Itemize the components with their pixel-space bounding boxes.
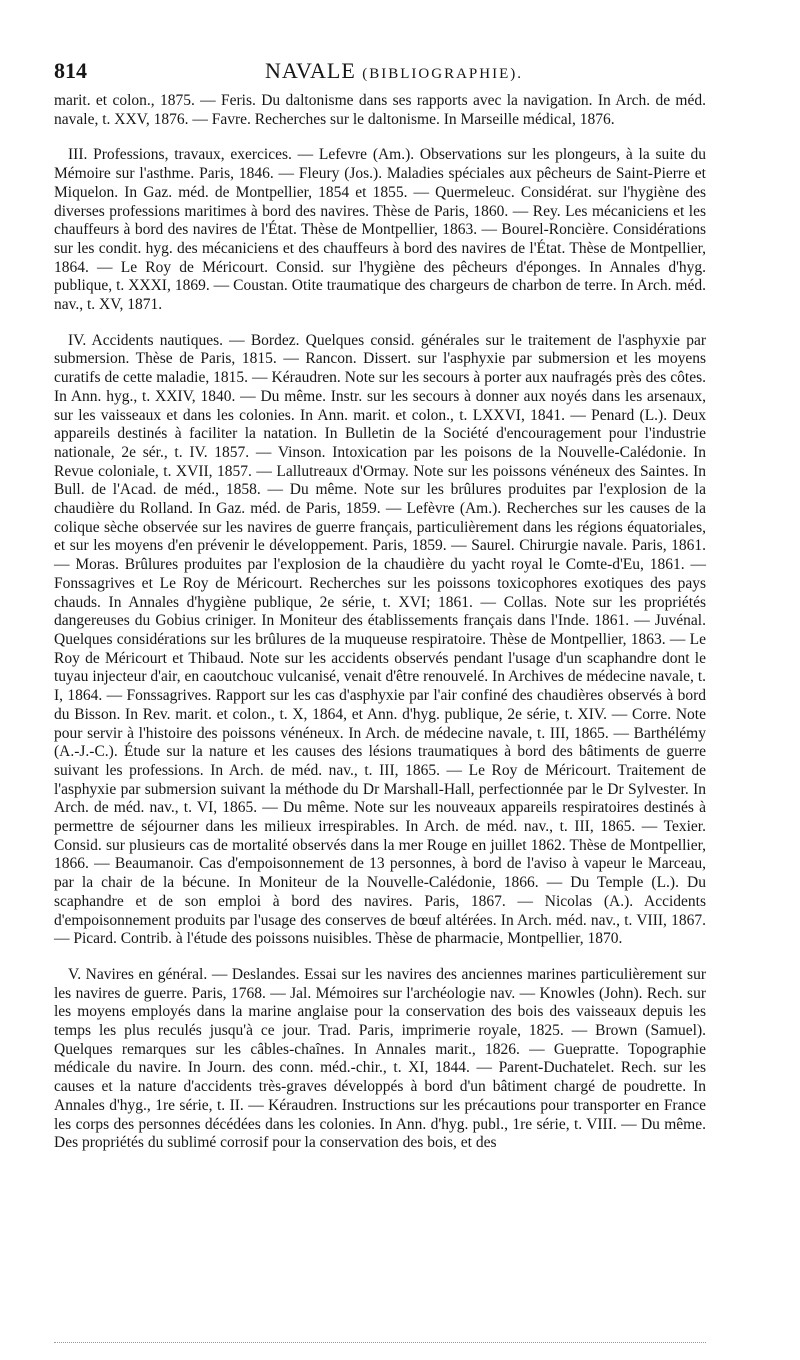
section-accidents-nautiques: IV. Accidents nautiques. — Bordez. Quelques consid. générales sur le traitement de l'asphyxie par submersion. Thèse de Paris, 1815. — Rancon. Dissert. sur l'asphyxie par submersion et les moyens curatifs de cette maladie, 1815. — Kéraudren. Note sur les secours à porter aux naufragés près des côtes. In Ann. hyg., t. XXIV, 1840. — Du même. Instr. sur les secours à donner aux noyés dans les arsenaux, sur les vaisseaux et dans les colonies. In Ann. marit. et colon., t. LXXVI, 1841. — Penard (L.). Deux appareils destinés à faciliter la natation. In Bulletin de la Société d'encouragement pour l'industrie nationale, 2e sér., t. IV. 1857. — Vinson. Intoxication par les poisons de la Nouvelle-Calédonie. In Revue coloniale, t. XVII, 1857. — Lallutreaux d'Ormay. Note sur les poissons vénéneux des Saintes. In Bull. de l'Acad. de méd., 1858. — Du même. Note sur les brûlures produites par l'explosion de la chaudière du Rolland. In Gaz. méd. de Paris, 1859. — Lefèvre (Am.). Recherches sur les causes de la colique sèche observée sur les navires de guerre français, particulièrement dans les régions équatoriales, et sur les moyens d'en prévenir le développement. Paris, 1859. — Saurel. Chirurgie navale. Paris, 1861. — Moras. Brûlures produites par l'explosion de la chaudière du yacht royal le Comte-d'Eu, 1861. — Fonssagrives et Le Roy de Méricourt. Recherches sur les poissons toxicophores exotiques des pays chauds. In Annales d'hygiène publique, 2e série, t. XVI; 1861. — Collas. Note sur les propriétés dangereuses du Gobius criniger. In Moniteur des établissements français dans l'Inde. 1861. — Juvénal. Quelques considérations sur les brûlures de la muqueuse respiratoire. Thèse de Montpellier, 1863. — Le Roy de Méricourt et Thibaud. Note sur les accidents observés pendant l'usage d'un scaphandre dont le tuyau injecteur d'air, en caoutchouc vulcanisé, venait d'être renouvelé. In Archives de médecine navale, t. I, 1864. — Fonssagrives. Rapport sur les cas d'asphyxie par l'air confiné des chaudières observés à bord du Bisson. In Rev. marit. et colon., t. X, 1864, et Ann. d'hyg. publique, 2e série, t. XIV. — Corre. Note pour servir à l'histoire des poissons vénéneux. In Arch. de médecine navale, t. III, 1865. — Barthélémy (A.-J.-C.). Étude sur la nature et les causes des lésions traumatiques à bord des bâtiments de guerre suivant les professions. In Arch. de méd. nav., t. III, 1865. — Le Roy de Méricourt. Traitement de l'asphyxie par submersion suivant la méthode du Dr Marshall-Hall, perfectionnée par le Dr Sylvester. In Arch. de méd. nav., t. VI, 1865. — Du même. Note sur les nouveaux appareils respiratoires destinés à permettre de séjourner dans les milieux irrespirables. In Arch. de méd. nav., t. III, 1865. — Texier. Consid. sur plusieurs cas de mortalité observés dans la mer Rouge en juillet 1862. Thèse de Montpellier, 1866. — Beaumanoir. Cas d'empoisonnement de 13 personnes, à bord de l'aviso à vapeur le Marceau, par la chair de la bécune. In Moniteur de la Nouvelle-Calédonie, 1866. — Du Temple (L.). Du scaphandre et de son emploi à bord des navires. Paris, 1867. — Nicolas (A.). Accidents d'empoisonnement produits par l'usage des conserves de bœuf altérées. In Arch. méd. nav., t. VIII, 1867. — Picard. Contrib. à l'étude des poissons nuisibles. Thèse de pharmacie, Montpellier, 1870. xyxy=(54,331,706,948)
paragraph-continuation: marit. et colon., 1875. — Feris. Du daltonisme dans ses rapports avec la navigation. In Arch. de méd. navale, t. XXV, 1876. — Favre. Recherches sur le daltonisme. In Marseille médical, 1876. xyxy=(54,92,706,128)
page-number: 814 xyxy=(54,58,87,83)
running-title-main: NAVALE xyxy=(265,58,356,83)
page-bottom-rule xyxy=(54,1342,706,1343)
running-title-sub: (BIBLIOGRAPHIE). xyxy=(362,66,524,82)
running-title xyxy=(265,58,523,84)
bibliography-body xyxy=(54,92,706,1153)
section-navires-en-general: V. Navires en général. — Deslandes. Essai sur les navires des anciennes marines particulièrement sur les navires de guerre. Paris, 1768. — Jal. Mémoires sur l'archéologie nav. — Knowles (John). Rech. sur les moyens employés dans la marine anglaise pour la conservation des bois des vaisseaux depuis les temps les plus reculés jusqu'à ce jour. Trad. Paris, imprimerie royale, 1825. — Brown (Samuel). Quelques remarques sur les câbles-chaînes. In Annales marit., 1826. — Guepratte. Topographie médicale du navire. In Journ. des conn. méd.-chir., t. XI, 1844. — Parent-Duchatelet. Rech. sur les causes et la nature d'accidents très-graves développés à bord d'un bâtiment chargé de poudrette. In Annales d'hyg., 1re série, t. II. — Kéraudren. Instructions sur les précautions pour transporter en France les corps des personnes décédées dans les colonies. In Ann. d'hyg. publ., 1re série, t. VIII. — Du même. Des propriétés du sublimé corrosif pour la conservation des bois, et des xyxy=(54,965,706,1152)
page-header xyxy=(54,58,704,88)
section-professions: III. Professions, travaux, exercices. — Lefevre (Am.). Observations sur les plongeurs, à la suite du Mémoire sur l'asthme. Paris, 1846. — Fleury (Jos.). Maladies spéciales aux pêcheurs de Saint-Pierre et Miquelon. In Gaz. méd. de Montpellier, 1854 et 1855. — Quermeleuc. Considérat. sur l'hygiène des diverses professions maritimes à bord des navires. Thèse de Paris, 1860. — Rey. Les mécaniciens et les chauffeurs à bord des navires de l'État. Thèse de Montpellier, 1863. — Bourel-Roncière. Considérations sur les condit. hyg. des mécaniciens et des chauffeurs à bord des navires de l'État. Thèse de Montpellier, 1864. — Le Roy de Méricourt. Consid. sur l'hygiène des pêcheurs d'éponges. In Annales d'hyg. publique, t. XXXI, 1869. — Coustan. Otite traumatique des chargeurs de charbon de terre. In Arch. méd. nav., t. XV, 1871. xyxy=(54,146,706,314)
